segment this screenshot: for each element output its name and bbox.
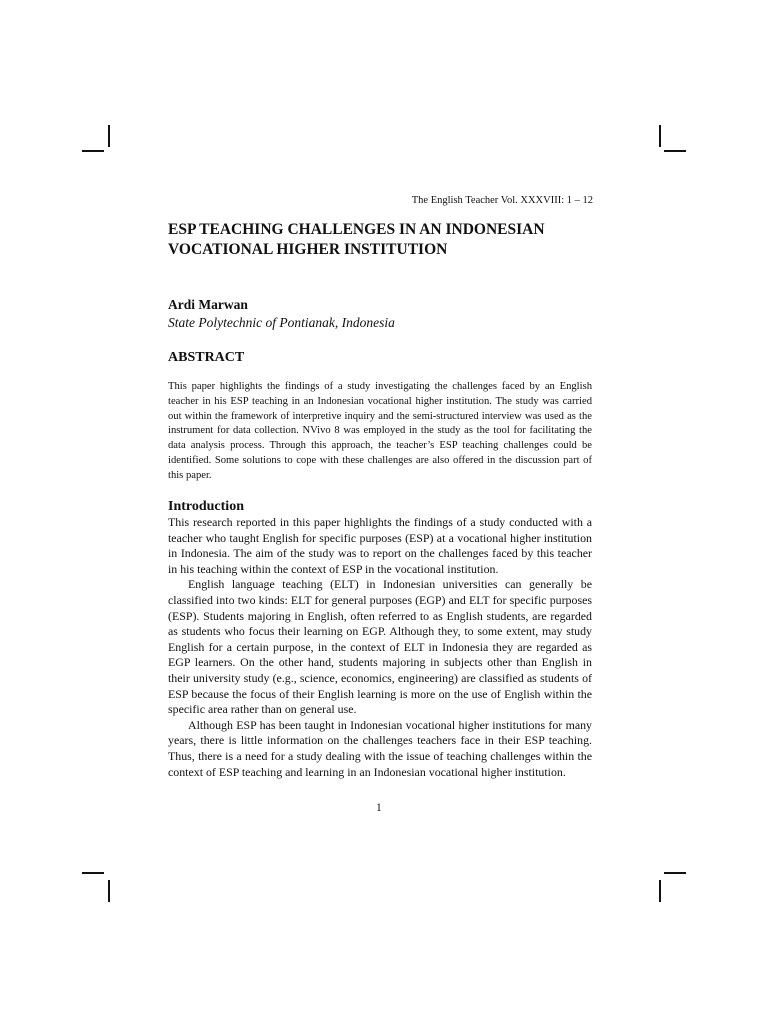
introduction-body xyxy=(168,515,592,780)
body-paragraph: This research reported in this paper highlights the findings of a study conducted with a teacher who taught English for specific purposes (ESP) at a vocational higher institution in Indonesia. The aim of the study was to report on the challenges faced by this teacher in his teaching within the context of ESP in the vocational institution. xyxy=(168,515,592,576)
crop-mark xyxy=(108,880,110,902)
crop-mark xyxy=(108,125,110,147)
introduction-heading: Introduction xyxy=(168,499,244,514)
author-name: Ardi Marwan xyxy=(168,297,248,312)
crop-mark xyxy=(82,872,104,874)
crop-mark xyxy=(664,150,686,152)
abstract-text: This paper highlights the findings of a study investigating the challenges faced by an English teacher in his ESP teaching in an Indonesian vocational higher institution. The study was carried out within the framework of interpretive inquiry and the semi-structured interview was used as the instrument for data collection. NVivo 8 was employed in the study as the tool for facilitating the data analysis process. Through this approach, the teacher’s ESP teaching challenges could be identified. Some solutions to cope with these challenges are also offered in the discussion part of this paper. xyxy=(168,381,592,481)
crop-mark xyxy=(82,150,104,152)
body-paragraph: English language teaching (ELT) in Indonesian universities can generally be classified into two kinds: ELT for general purposes (EGP) and ELT for specific purposes (ESP). Students majoring in English, often referred to as English students, are regarded as students who focus their learning on EGP. Although they, to some extent, may study English for a certain purpose, in the context of ELT in Indonesia they are regarded as EGP learners. On the other hand, students majoring in subjects other than English in their university study (e.g., science, economics, engineering) are classified as students of ESP because the focus of their English learning is more on the use of English within the specific area rather than on general use. xyxy=(168,577,592,717)
paper-title xyxy=(168,220,598,260)
crop-mark xyxy=(664,872,686,874)
title-line: VOCATIONAL HIGHER INSTITUTION xyxy=(168,241,448,258)
crop-mark xyxy=(659,880,661,902)
body-paragraph: Although ESP has been taught in Indonesian vocational higher institutions for many years, there is little information on the challenges teachers face in their ESP teaching. Thus, there is a need for a study dealing with the issue of teaching challenges within the context of ESP teaching and learning in an Indonesian vocational higher institution. xyxy=(168,717,592,779)
author-affiliation: State Polytechnic of Pontianak, Indonesia xyxy=(168,315,395,330)
page-number: 1 xyxy=(376,802,382,814)
abstract-heading: ABSTRACT xyxy=(168,350,245,365)
title-line: ESP TEACHING CHALLENGES IN AN INDONESIAN xyxy=(168,221,545,238)
running-head: The English Teacher Vol. XXXVIII: 1 – 12 xyxy=(411,195,593,206)
crop-mark xyxy=(659,125,661,147)
